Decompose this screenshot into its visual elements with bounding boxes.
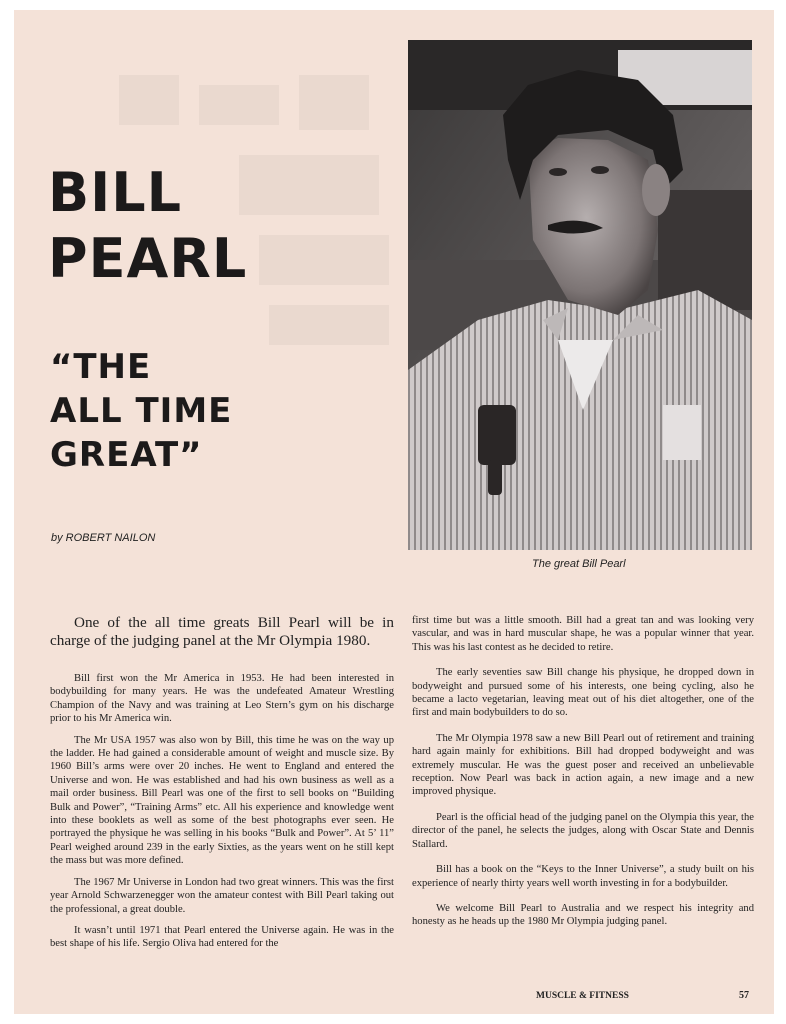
portrait-photo [408,40,752,550]
page-number: 57 [739,990,749,1001]
subtitle-line-3: GREAT” [50,435,203,475]
title-line-1: BILL [48,161,183,224]
body-paragraph: We welcome Bill Pearl to Australia and we respect his integrity and honesty as he heads up the 1980 Mr Olympia judging panel. [412,902,754,928]
title-line-2: PEARL [48,227,248,290]
body-paragraph: The Mr USA 1957 was also won by Bill, this time he was on the way up the ladder. He had gained a considerable amount of weight and muscle size. By 1960 Bill’s arms were over 20 inches. He went to England and entered the Universe and won. He was established and had his own business as well as a mail order business. Bill Pearl was one of the first to sell books on “Building Bulk and Power”, “Training Arms” etc. All his experience and knowledge went into these booklets as well as some of the best photographs ever seen. He portrayed the physique he was selling in his books “Bulk and Power”. At 5’ 11” Pearl weighed around 239 in the early Sixties, as the years went on he still kept the mass but was more defined. [50,734,394,867]
body-paragraph: Bill first won the Mr America in 1953. He had been interested in bodybuilding for many years. He was the undefeated Amateur Wrestling Champion of the Navy and was training at Leo Stern’s gym on his discharge prior to his Mr America win. [50,673,394,725]
article-column-left [50,614,394,959]
subtitle-line-2: ALL TIME [50,391,233,431]
subtitle-line-1: “THE [50,347,152,387]
body-paragraph: Bill has a book on the “Keys to the Inner Universe”, a study built on his experience of nearly thirty years well worth investing in for a bodybuilder. [412,864,754,889]
footer-magazine-name: MUSCLE & FITNESS [536,991,629,1001]
article-subtitle [50,345,232,477]
body-paragraph: The 1967 Mr Universe in London had two great winners. This was the first year Arnold Schwarzenegger won the amateur contest with Bill Pearl taking out the professional, a great double. [50,876,394,915]
body-paragraph: first time but was a little smooth. Bill had a great tan and was looking very vascular, and was in hard muscular shape, he was a popular winner that year. This was his last contest as he decided to retire. [412,615,754,653]
byline: by ROBERT NAILON [51,532,156,544]
article-column-right [412,614,754,941]
lead-paragraph: One of the all time greats Bill Pearl will be in charge of the judging panel at the Mr Olympia 1980. [50,614,394,649]
photo-caption: The great Bill Pearl [532,558,626,570]
body-paragraph: It wasn’t until 1971 that Pearl entered the Universe again. He was in the best shape of his life. Sergio Oliva had entered for the [50,924,394,950]
article-title [48,160,247,292]
magazine-page [14,10,774,1014]
body-paragraph: The early seventies saw Bill change his physique, he dropped down in bodyweight and pursued some of his interests, one being cycling, also he became a lacto vegetarian, leaving meat out of his diet altogether, one of the first and main bodybuilders to do so. [412,667,754,719]
body-paragraph: Pearl is the official head of the judging panel on the Olympia this year, the director of the panel, he selects the judges, along with Oscar State and Dennis Stallard. [412,811,754,850]
body-paragraph: The Mr Olympia 1978 saw a new Bill Pearl out of retirement and training hard again mainly for exhibitions. Bill had dropped bodyweight and was extremely muscular. He was the guest poser and received an unbelievable reception. Now Pearl was back in action again, a new image and a new improved physique. [412,732,754,798]
